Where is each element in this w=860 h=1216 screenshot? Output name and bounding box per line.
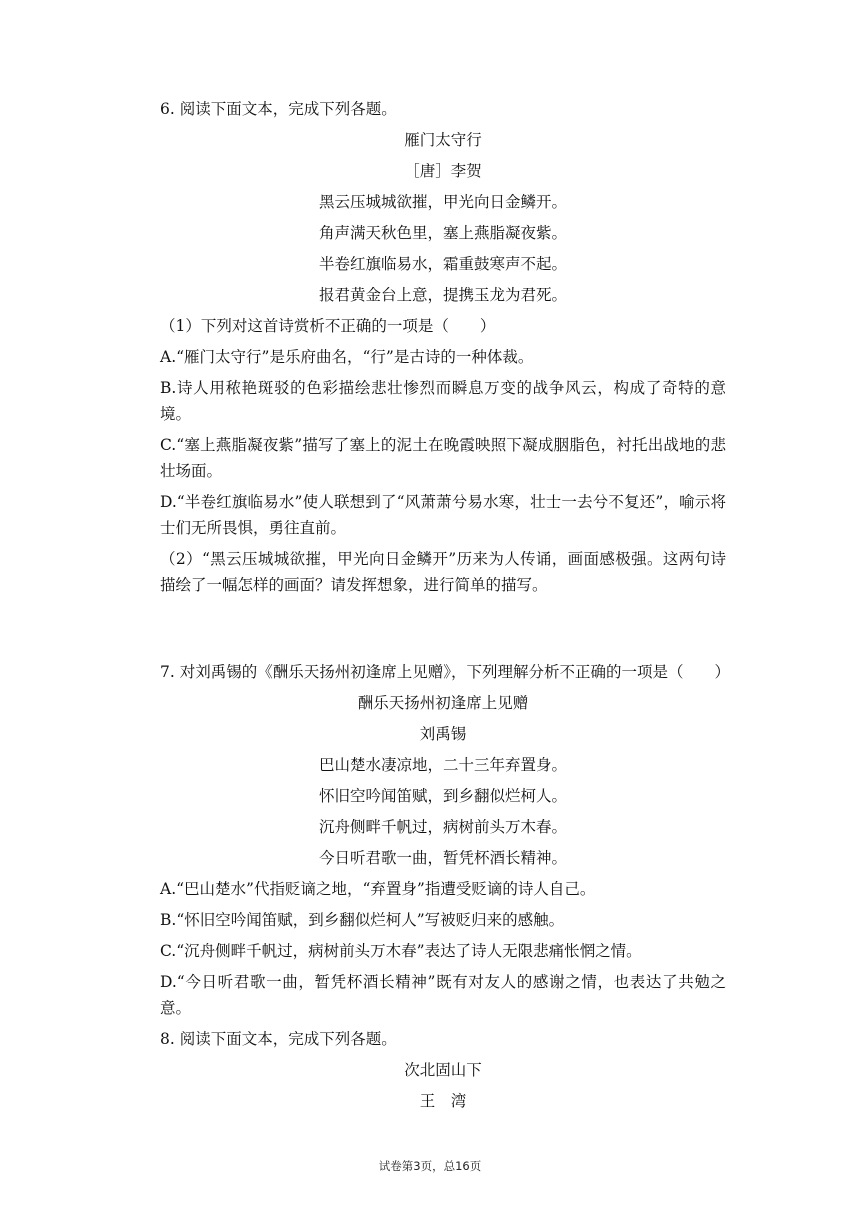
q7-option-d: D.“今日听君歌一曲，暂凭杯酒长精神”既有对友人的感谢之情，也表达了共勉之意。	[160, 973, 726, 1017]
q6-option-d: D.“半卷红旗临易水”使人联想到了“风萧萧兮易水寒，壮士一去兮不复还”，喻示将士们无所畏惧，勇往直前。	[160, 493, 726, 537]
q7-option-b: B.“怀旧空吟闻笛赋，到乡翻似烂柯人”写被贬归来的感触。	[160, 911, 565, 929]
q7-poem-line: 沉舟侧畔千帆过，病树前头万木春。	[318, 818, 567, 836]
q7-poem-author: 刘禹锡	[419, 725, 467, 743]
q7-stem: 7. 对刘禹锡的《酬乐天扬州初逢席上见赠》，下列理解分析不正确的一项是（ ）	[160, 663, 730, 681]
q6-poem-line: 报君黄金台上意，提携玉龙为君死。	[318, 286, 567, 304]
q7-poem-line: 怀旧空吟闻笛赋，到乡翻似烂柯人。	[318, 787, 567, 805]
page-footer: 试卷第3页，总16页	[378, 1159, 482, 1173]
q6-poem-line: 角声满天秋色里，塞上燕脂凝夜紫。	[318, 224, 567, 242]
q6-option-c: C.“塞上燕脂凝夜紫”描写了塞上的泥土在晚霞映照下凝成胭脂色，衬托出战地的悲壮场面。	[160, 436, 726, 480]
q6-poem-line: 黑云压城城欲摧，甲光向日金鳞开。	[318, 193, 567, 211]
q8-stem: 8. 阅读下面文本，完成下列各题。	[160, 1030, 397, 1048]
q7-option-a: A.“巴山楚水”代指贬谪之地，“弃置身”指遭受贬谪的诗人自己。	[160, 880, 596, 898]
page-content	[160, 96, 730, 1119]
q6-option-a: A.“雁门太守行”是乐府曲名，“行”是古诗的一种体裁。	[160, 348, 534, 366]
q6-poem-author: ［唐］李贺	[404, 162, 482, 180]
q6-poem-line: 半卷红旗临易水，霜重鼓寒声不起。	[318, 255, 567, 273]
answer-space	[160, 603, 726, 659]
q7-poem-line: 巴山楚水凄凉地，二十三年弃置身。	[318, 756, 567, 774]
q6-sub2-stem: （2）“黑云压城城欲摧，甲光向日金鳞开”历来为人传诵，画面感极强。这两句诗描绘了一幅怎样的画面？请发挥想象，进行简单的描写。	[160, 550, 726, 594]
q6-stem: 6. 阅读下面文本，完成下列各题。	[160, 100, 397, 118]
q7-poem-title: 酬乐天扬州初逢席上见赠	[357, 694, 529, 712]
q6-option-b: B.诗人用秾艳斑驳的色彩描绘悲壮惨烈而瞬息万变的战争风云，构成了奇特的意境。	[160, 379, 726, 423]
q7-poem-line: 今日听君歌一曲，暂凭杯酒长精神。	[318, 849, 567, 867]
q7-option-c: C.“沉舟侧畔千帆过，病树前头万木春”表达了诗人无限悲痛怅惘之情。	[160, 942, 642, 960]
q8-poem-title: 次北固山下	[404, 1061, 482, 1079]
q6-poem-title: 雁门太守行	[404, 131, 482, 149]
q6-sub1-stem: （1）下列对这首诗赏析不正确的一项是（ ）	[160, 317, 496, 335]
q8-poem-author: 王 湾	[419, 1092, 467, 1110]
